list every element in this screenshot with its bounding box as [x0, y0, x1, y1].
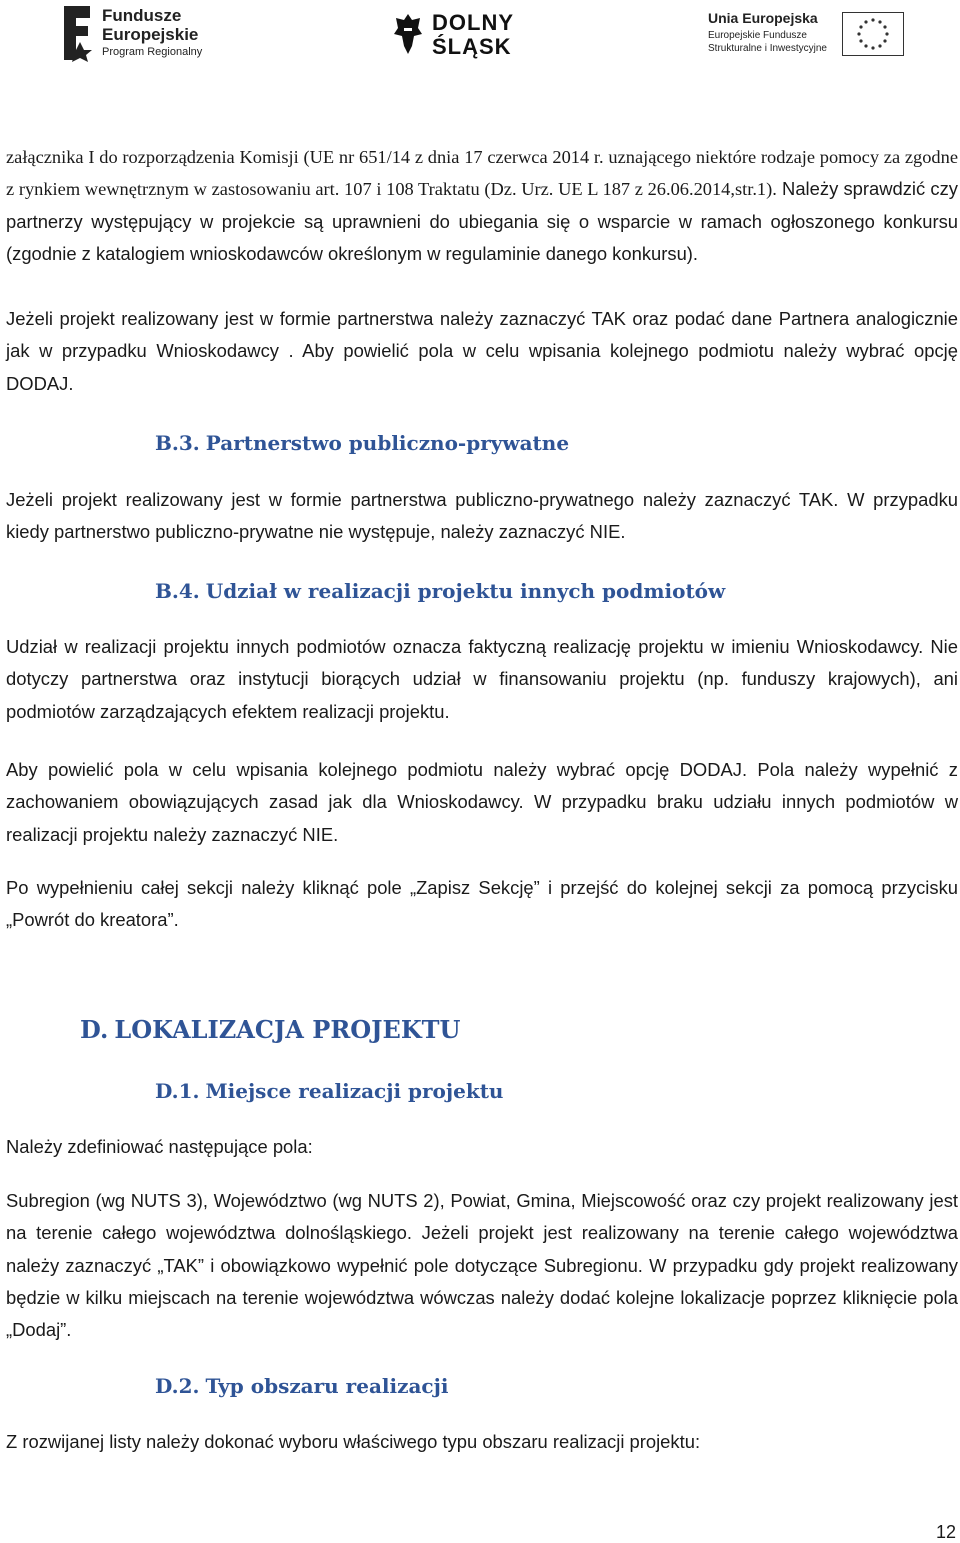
heading-b3-title: Partnerstwo publiczno-prywatne [205, 431, 570, 455]
heading-b4-title: Udział w realizacji projektu innych podmiotów [205, 579, 726, 603]
fundusze-europejskie-logo [60, 4, 220, 62]
heading-d2-number: D.2. [155, 1374, 200, 1398]
unia-europejska-logo [708, 10, 904, 58]
heading-d-title: LOKALIZACJA PROJEKTU [114, 1015, 461, 1044]
paragraph-define-fields: Należy zdefiniować następujące pola: [6, 1136, 313, 1157]
heading-d1-number: D.1. [155, 1079, 200, 1103]
ue-line3: Strukturalne i Inwestycyjne [708, 43, 827, 54]
paragraph-partnership-tak: Jeżeli projekt realizowany jest w formie partnerstwa należy zaznaczyć TAK oraz podać dane Partnera analogicznie jak w przypadku Wnioskodawcy . Aby powielić pola w celu wpisania kolejnego podmiotu należy wybrać opcję DODAJ. [6, 308, 958, 394]
heading-d2-title: Typ obszaru realizacji [205, 1374, 449, 1398]
heading-b4-number: B.4. [155, 579, 200, 603]
eu-flag-icon [842, 12, 904, 56]
header-logo-bar [0, 0, 960, 70]
ds-line2: ŚLĄSK [432, 34, 512, 59]
paragraph-save-section: Po wypełnieniu całej sekcji należy kliknąć pole „Zapisz Sekcję” i przejść do kolejnej sekcji za pomocą przycisku „Powrót do kreatora”. [6, 877, 958, 931]
ds-line1: DOLNY [432, 10, 514, 35]
heading-d [80, 1015, 460, 1045]
paragraph-legal-reference [6, 141, 958, 270]
eagle-crest-icon [392, 10, 424, 58]
heading-b4 [155, 578, 725, 604]
ue-line2: Europejskie Fundusze [708, 30, 807, 41]
fe-line2: Europejskie [102, 25, 199, 44]
page-number: 12 [935, 1522, 956, 1542]
paragraph-legal-reference-serif: załącznika I do rozporządzenia Komisji (UE nr 651/14 z dnia 17 czerwca 2014 r. uznającego niektóre rodzaje pomocy za zgodne z rynkiem wewnętrznym w zastosowaniu art. 107 i 108 Traktatu (Dz. Urz. UE L 187 z 26.06.2014,str.1). [6, 147, 958, 200]
paragraph-location-fields: Subregion (wg NUTS 3), Województwo (wg NUTS 2), Powiat, Gmina, Miejscowość oraz czy projekt realizowany jest na terenie całego województwa dolnośląskiego. Jeżeli projekt jest realizowany na terenie całego województwa należy zaznaczyć „TAK” i obowiązkowo wypełnić pole dotyczące Subregionu. W przypadku gdy projekt realizowany będzie w kilku miejscach na terenie województwa wówczas należy dodać kolejne lokalizacje poprzez kliknięcie pola „Dodaj”. [6, 1190, 958, 1341]
ue-line1: Unia Europejska [708, 10, 818, 26]
fe-star-icon [60, 4, 94, 62]
heading-d-number: D. [80, 1015, 109, 1044]
heading-d2 [155, 1373, 448, 1399]
paragraph-area-type: Z rozwijanej listy należy dokonać wyboru właściwego typu obszaru realizacji projektu: [6, 1431, 701, 1452]
heading-d1 [155, 1078, 503, 1104]
heading-d1-title: Miejsce realizacji projektu [205, 1079, 504, 1103]
paragraph-dodaj: Aby powielić pola w celu wpisania kolejnego podmiotu należy wybrać opcję DODAJ. Pola należy wypełnić z zachowaniem obowiązujących zasad jak dla Wnioskodawcy. W przypadku braku udziału innych podmiotów w realizacji projektu należy zaznaczyć NIE. [6, 759, 958, 845]
fe-line1: Fundusze [102, 6, 182, 25]
paragraph-other-entities: Udział w realizacji projektu innych podmiotów oznacza faktyczną realizację projektu w imieniu Wnioskodawcy. Nie dotyczy partnerstwa oraz instytucji biorących udział w finansowaniu projektu (np. funduszy krajowych), ani podmiotów zarządzających efektem realizacji projektu. [6, 636, 958, 722]
paragraph-partner-check: Należy sprawdzić czy partnerzy występujący w projekcie są uprawnieni do ubiegania się o wsparcie w ramach ogłoszonego konkursu (zgodnie z katalogiem wnioskodawców określonym w regulaminie danego konkursu). [6, 178, 958, 264]
heading-b3-number: B.3. [155, 431, 200, 455]
fe-line3: Program Regionalny [102, 46, 203, 58]
dolny-slask-logo [392, 8, 532, 60]
heading-b3 [155, 430, 569, 456]
paragraph-ppp: Jeżeli projekt realizowany jest w formie partnerstwa publiczno-prywatnego należy zaznaczyć TAK. W przypadku kiedy partnerstwo publiczno-prywatne nie występuje, należy zaznaczyć NIE. [6, 489, 958, 543]
